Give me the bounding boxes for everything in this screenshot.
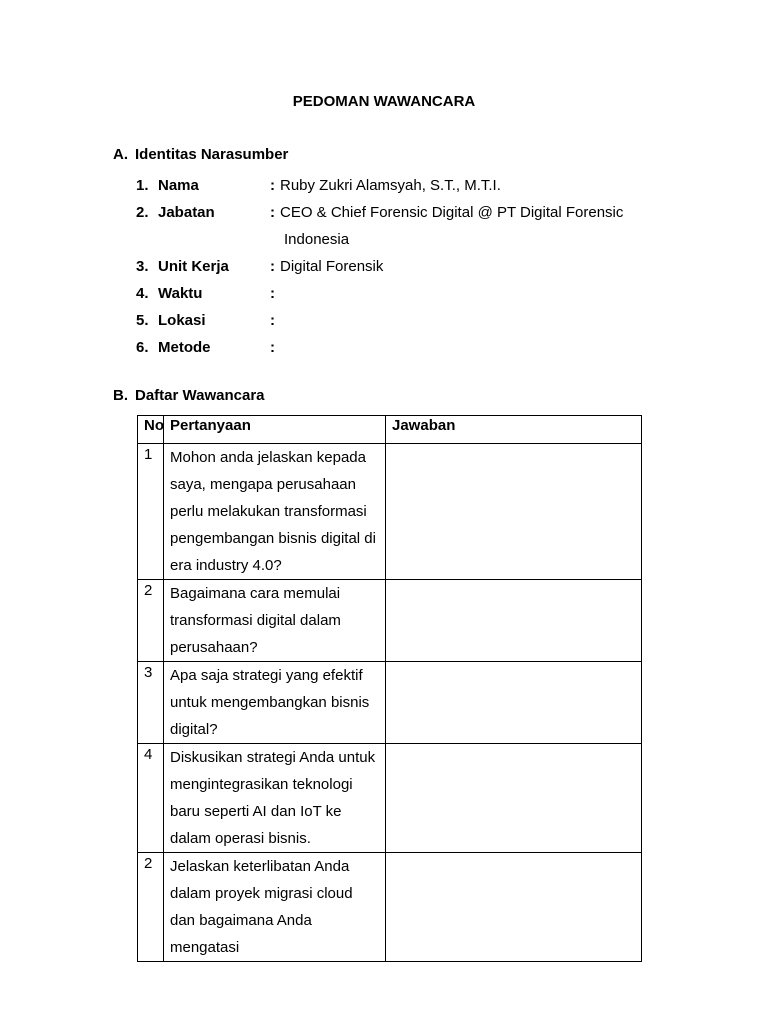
- identity-row-nama: [136, 172, 696, 199]
- row-question: Bagaimana cara memulai transformasi digital dalam perusahaan?: [164, 580, 386, 662]
- identity-value-line2: Indonesia: [284, 231, 350, 248]
- identity-row-unit-kerja: [136, 253, 696, 280]
- identity-number: 1.: [136, 177, 149, 194]
- row-answer: [386, 662, 642, 744]
- identity-number: 2.: [136, 204, 149, 221]
- section-a-title: Identitas Narasumber: [135, 146, 289, 163]
- identity-colon: :: [270, 339, 275, 356]
- section-a-heading: [113, 146, 288, 164]
- header-answer: Jawaban: [386, 416, 642, 444]
- row-number: 4: [138, 744, 164, 853]
- identity-colon: :: [270, 177, 275, 194]
- identity-value: Digital Forensik: [280, 258, 384, 275]
- header-question: Pertanyaan: [164, 416, 386, 444]
- section-b-title: Daftar Wawancara: [135, 387, 265, 404]
- row-number: 2: [138, 580, 164, 662]
- identity-row-waktu: [136, 280, 696, 307]
- identity-label: Lokasi: [158, 312, 206, 329]
- row-number: 3: [138, 662, 164, 744]
- identity-row-jabatan: [136, 199, 696, 253]
- header-no: No: [138, 416, 164, 444]
- identity-number: 4.: [136, 285, 149, 302]
- identity-number: 6.: [136, 339, 149, 356]
- identity-row-lokasi: [136, 307, 696, 334]
- identity-value: [280, 199, 650, 253]
- row-answer: [386, 853, 642, 962]
- row-question: Apa saja strategi yang efektif untuk mengembangkan bisnis digital?: [164, 662, 386, 744]
- identity-colon: :: [270, 312, 275, 329]
- row-question: Diskusikan strategi Anda untuk mengintegrasikan teknologi baru seperti AI dan IoT ke dalam operasi bisnis.: [164, 744, 386, 853]
- identity-colon: :: [270, 204, 275, 221]
- row-question: Jelaskan keterlibatan Anda dalam proyek migrasi cloud dan bagaimana Anda mengatasi: [164, 853, 386, 962]
- identity-colon: :: [270, 258, 275, 275]
- identity-label: Unit Kerja: [158, 258, 229, 275]
- row-answer: [386, 744, 642, 853]
- section-a-letter: A.: [113, 146, 128, 163]
- identity-number: 5.: [136, 312, 149, 329]
- table-row: [138, 444, 642, 580]
- identity-label: Jabatan: [158, 204, 215, 221]
- identity-colon: :: [270, 285, 275, 302]
- identity-label: Metode: [158, 339, 211, 356]
- identity-list: [136, 172, 696, 361]
- identity-label: Nama: [158, 177, 199, 194]
- row-answer: [386, 580, 642, 662]
- identity-row-metode: [136, 334, 696, 361]
- section-b-heading: [113, 387, 265, 405]
- document-title: PEDOMAN WAWANCARA: [292, 93, 476, 110]
- table-row: [138, 580, 642, 662]
- identity-value: Ruby Zukri Alamsyah, S.T., M.T.I.: [280, 177, 501, 194]
- table-row: [138, 662, 642, 744]
- row-number: 1: [138, 444, 164, 580]
- identity-label: Waktu: [158, 285, 203, 302]
- identity-number: 3.: [136, 258, 149, 275]
- identity-value-line1: CEO & Chief Forensic Digital @ PT Digital Forensic: [280, 204, 624, 221]
- table-row: [138, 853, 642, 962]
- row-question: Mohon anda jelaskan kepada saya, mengapa perusahaan perlu melakukan transformasi pengembangan bisnis digital di era industry 4.0?: [164, 444, 386, 580]
- table-header-row: [138, 416, 642, 444]
- section-b-letter: B.: [113, 387, 128, 404]
- row-number: 2: [138, 853, 164, 962]
- interview-table: [137, 415, 642, 962]
- row-answer: [386, 444, 642, 580]
- table-row: [138, 744, 642, 853]
